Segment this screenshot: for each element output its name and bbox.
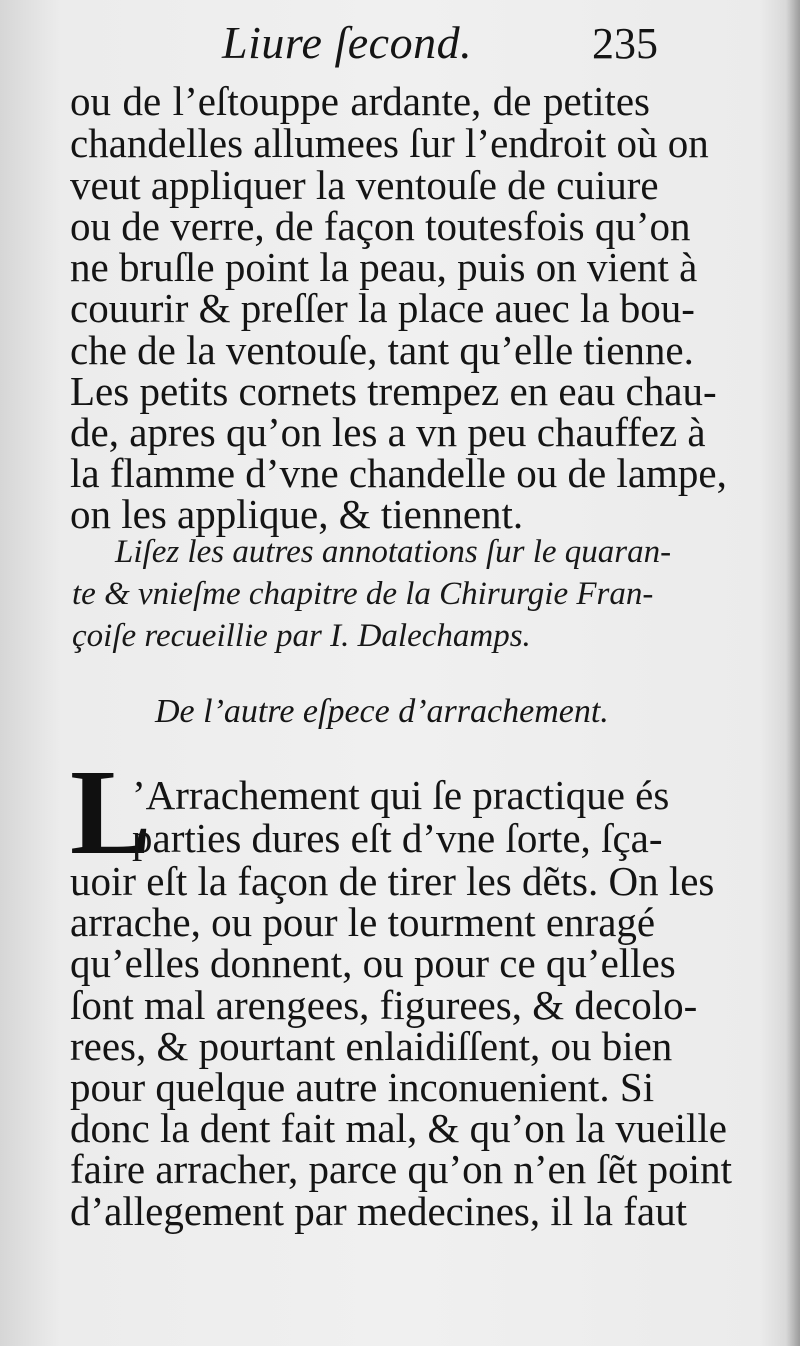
- text-line: ſont mal arengees, figurees, & decolo-: [70, 982, 698, 1028]
- text-line: Les petits cornets trempez en eau chau-: [70, 368, 717, 414]
- text-line: faire arracher, parce qu’on n’en ſẽt point: [70, 1146, 732, 1192]
- section-heading: De l’autre eſpece d’arrachement.: [155, 693, 609, 730]
- text-line: uoir eſt la façon de tirer les dẽts. On les: [70, 858, 715, 904]
- note-line: Liſez les autres annotations ſur le quaran-: [115, 534, 672, 570]
- text-line: donc la dent fait mal, & qu’on la vueille: [70, 1105, 727, 1151]
- note-line: te & vnieſme chapitre de la Chirurgie Fran-: [72, 576, 654, 612]
- text-line: on les applique, & tiennent.: [70, 491, 524, 537]
- text-line: ne bruſle point la peau, puis on vient à: [70, 244, 698, 290]
- text-line: couurir & preſſer la place auec la bou-: [70, 285, 695, 331]
- text-line: de, apres qu’on les a vn peu chauffez à: [70, 409, 706, 455]
- text-line: ou de verre, de façon toutesfois qu’on: [70, 203, 691, 249]
- text-line: pour quelque autre inconuenient. Si: [70, 1064, 655, 1110]
- page-header: [0, 14, 800, 74]
- text-line: qu’elles donnent, ou pour ce qu’elles: [70, 940, 676, 986]
- text-line: la flamme d’vne chandelle ou de lampe,: [70, 450, 727, 496]
- text-line: chandelles allumees ſur l’endroit où on: [70, 120, 709, 166]
- text-line: arrache, ou pour le tourment enragé: [70, 899, 656, 945]
- text-line: d’allegement par medecines, il la faut: [70, 1188, 688, 1234]
- text-line: veut appliquer la ventouſe de cuiure: [70, 162, 659, 208]
- running-head: Liure ſecond.: [222, 17, 473, 68]
- text-line: parties dures eſt d’vne ſorte, ſça-: [132, 815, 663, 861]
- text-line: ’Arrachement qui ſe practique és: [132, 772, 670, 818]
- text-line: che de la ventouſe, tant qu’elle tienne.: [70, 327, 694, 373]
- text-line: ou de l’eſtouppe ardante, de petites: [70, 78, 650, 124]
- page-number: 235: [592, 19, 658, 68]
- page-edge-shadow: [786, 0, 800, 1346]
- note-line: çoiſe recueillie par I. Dalechamps.: [72, 618, 531, 654]
- text-line: rees, & pourtant enlaidiſſent, ou bien: [70, 1023, 673, 1069]
- drop-cap: L: [70, 745, 152, 880]
